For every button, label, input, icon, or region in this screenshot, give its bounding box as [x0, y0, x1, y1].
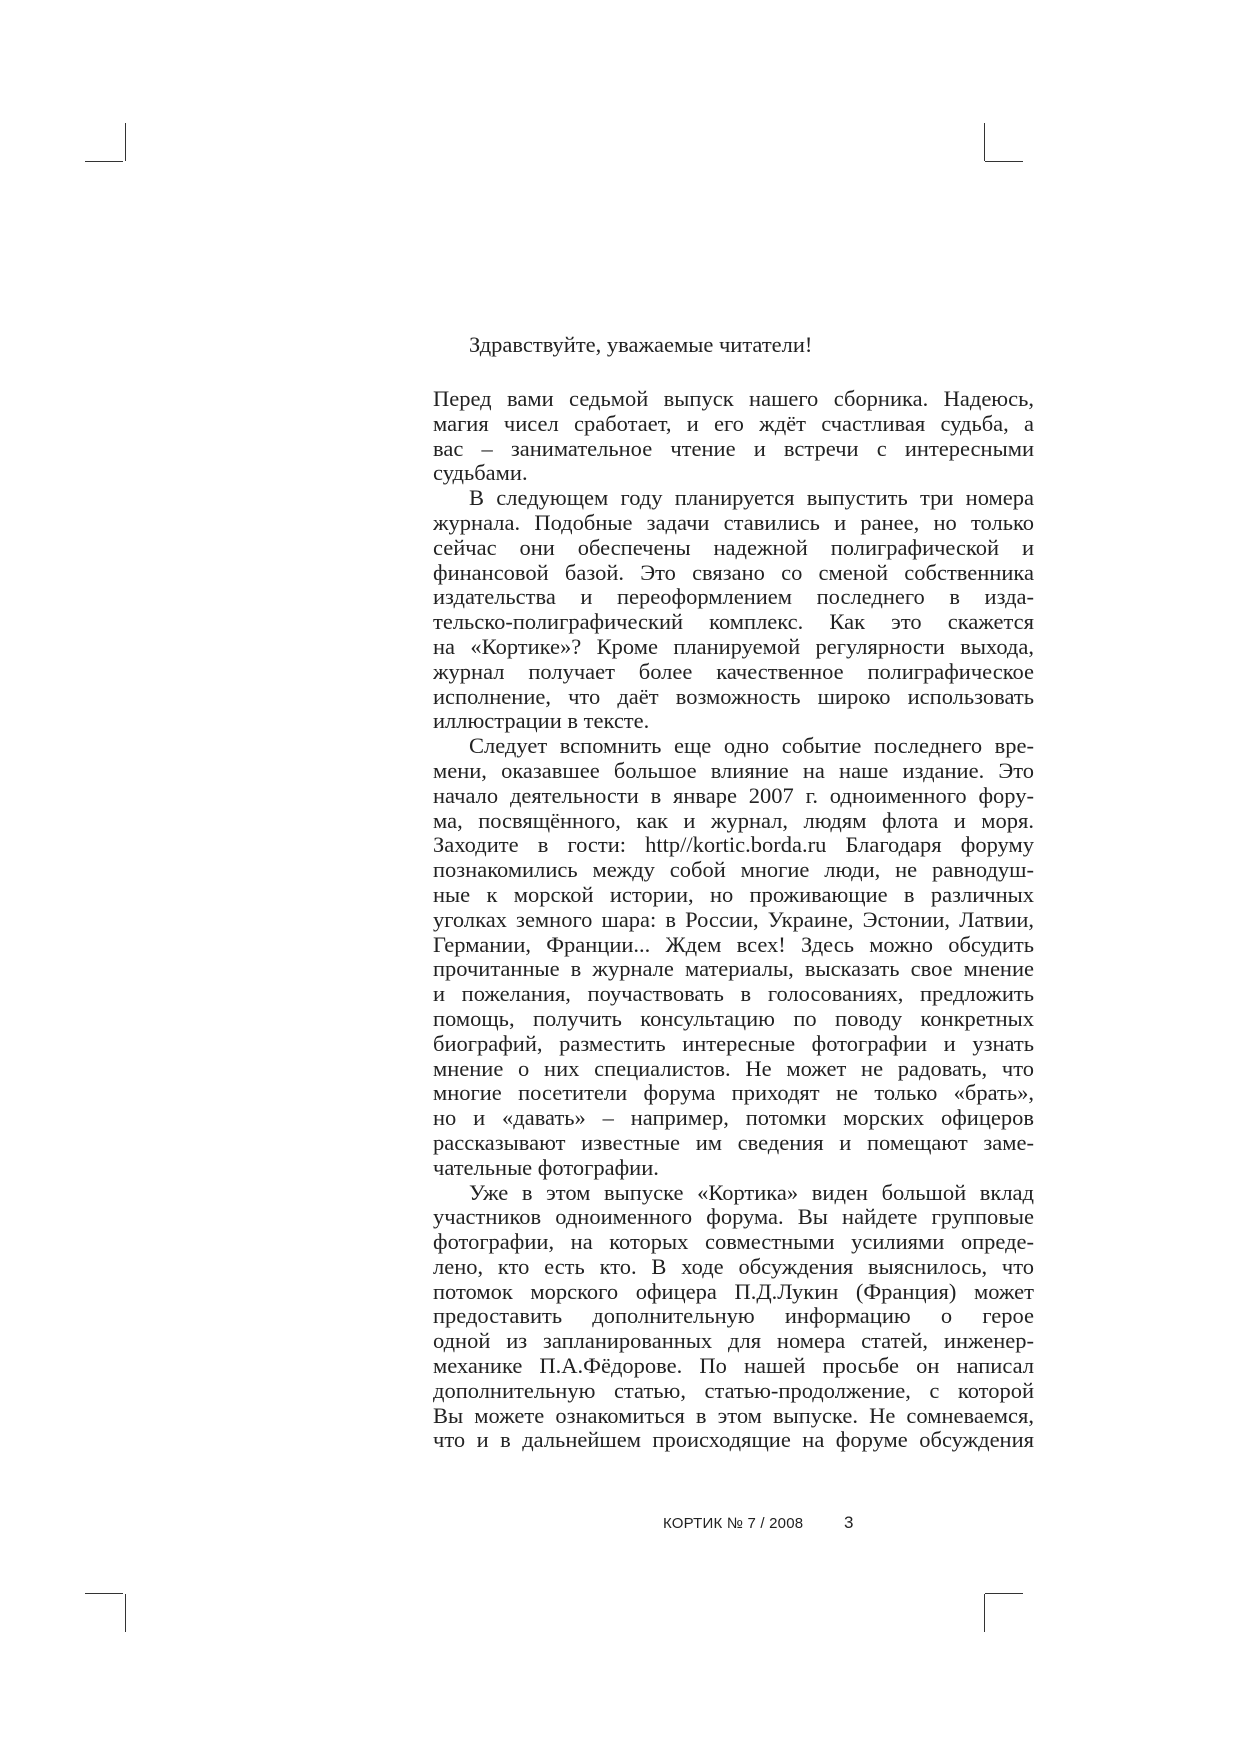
text-line: участников одноименного форума. Вы найдете групповые — [433, 1205, 1034, 1230]
text-line: фотографии, на которых совместными усилиями опреде- — [433, 1230, 1034, 1255]
text-line: рассказывают известные им сведения и помещают заме- — [433, 1130, 1034, 1155]
text-line: мнение о них специалистов. Не может не радовать, что — [433, 1056, 1034, 1081]
crop-mark — [985, 1593, 1023, 1594]
crop-mark — [85, 161, 123, 162]
text-line: издательства и переоформлением последнего в изда- — [433, 585, 1034, 610]
crop-mark — [985, 161, 1023, 162]
text-line: лено, кто есть кто. В ходе обсуждения выяснилось, что — [433, 1254, 1034, 1279]
text-line: исполнение, что даёт возможность широко использовать — [433, 684, 1034, 709]
text-line: но и «давать» – например, потомки морских офицеров — [433, 1106, 1034, 1131]
text-line: дополнительную статью, статью-продолжение, с которой — [433, 1378, 1034, 1403]
text-line: помощь, получить консультацию по поводу конкретных — [433, 1006, 1034, 1031]
text-line: на «Кортике»? Кроме планируемой регулярности выхода, — [433, 634, 1034, 659]
page-number: 3 — [844, 1513, 854, 1532]
text-line: Уже в этом выпуске «Кортика» виден большой вклад — [469, 1180, 1034, 1205]
text-line: Германии, Франции... Ждем всех! Здесь можно обсудить — [433, 932, 1034, 957]
text-line: чательные фотографии. — [433, 1155, 659, 1180]
crop-mark — [85, 1593, 123, 1594]
text-line: Следует вспомнить еще одно событие последнего вре- — [469, 734, 1034, 759]
text-line: начало деятельности в январе 2007 г. одноименного фору- — [433, 783, 1034, 808]
crop-mark — [984, 123, 985, 161]
text-line: иллюстрации в тексте. — [433, 709, 650, 734]
text-line: вас – занимательное чтение и встречи с интересными — [433, 436, 1034, 461]
text-line: Вы можете ознакомиться в этом выпуске. Не сомневаемся, — [433, 1403, 1034, 1428]
text-line: познакомились между собой многие люди, не равнодуш- — [433, 858, 1034, 883]
text-line: журнал получает более качественное полиграфическое — [433, 659, 1034, 684]
text-line: что и в дальнейшем происходящие на форуме обсуждения — [433, 1428, 1034, 1453]
paragraph — [433, 387, 1034, 486]
text-line: ные к морской истории, но проживающие в различных — [433, 882, 1034, 907]
paragraph — [433, 734, 1034, 1180]
crop-mark — [125, 1594, 126, 1632]
text-line: Заходите в гости: http//kortic.borda.ru Благодаря форуму — [433, 833, 1034, 858]
text-line: магия чисел сработает, и его ждёт счастливая судьба, а — [433, 411, 1034, 436]
text-line: механике П.А.Фёдорове. По нашей просьбе он написал — [433, 1354, 1034, 1379]
paragraph — [433, 1181, 1034, 1454]
text-line: финансовой базой. Это связано со сменой собственника — [433, 560, 1034, 585]
text-line: Перед вами седьмой выпуск нашего сборника. Надеюсь, — [433, 387, 1034, 411]
text-line: многие посетители форума приходят не только «брать», — [433, 1081, 1034, 1106]
text-line: сейчас они обеспечены надежной полиграфической и — [433, 535, 1034, 560]
text-line: одной из запланированных для номера статей, инженер- — [433, 1329, 1034, 1354]
crop-mark — [125, 123, 126, 161]
crop-mark — [984, 1594, 985, 1632]
text-line: потомок морского офицера П.Д.Лукин (Франция) может — [433, 1279, 1034, 1304]
text-line: биографий, разместить интересные фотографии и узнать — [433, 1031, 1034, 1056]
running-footer: КОРТИК № 7 / 2008 — [663, 1515, 804, 1532]
greeting: Здравствуйте, уважаемые читатели! — [469, 332, 813, 357]
article-body — [433, 387, 1034, 1453]
text-line: мени, оказавшее большое влияние на наше издание. Это — [433, 758, 1034, 783]
text-line: прочитанные в журнале материалы, высказать свое мнение — [433, 957, 1034, 982]
text-line: и пожелания, поучаствовать в голосованиях, предложить — [433, 982, 1034, 1007]
text-line: В следующем году планируется выпустить три номера — [469, 486, 1034, 511]
paragraph — [433, 486, 1034, 734]
text-line: тельско-полиграфический комплекс. Как это скажется — [433, 610, 1034, 635]
text-line: предоставить дополнительную информацию о герое — [433, 1304, 1034, 1329]
text-line: ма, посвящённого, как и журнал, людям флота и моря. — [433, 808, 1034, 833]
text-line: журнала. Подобные задачи ставились и ранее, но только — [433, 510, 1034, 535]
text-line: судьбами. — [433, 461, 528, 486]
text-line: уголках земного шара: в России, Украине, Эстонии, Латвии, — [433, 907, 1034, 932]
